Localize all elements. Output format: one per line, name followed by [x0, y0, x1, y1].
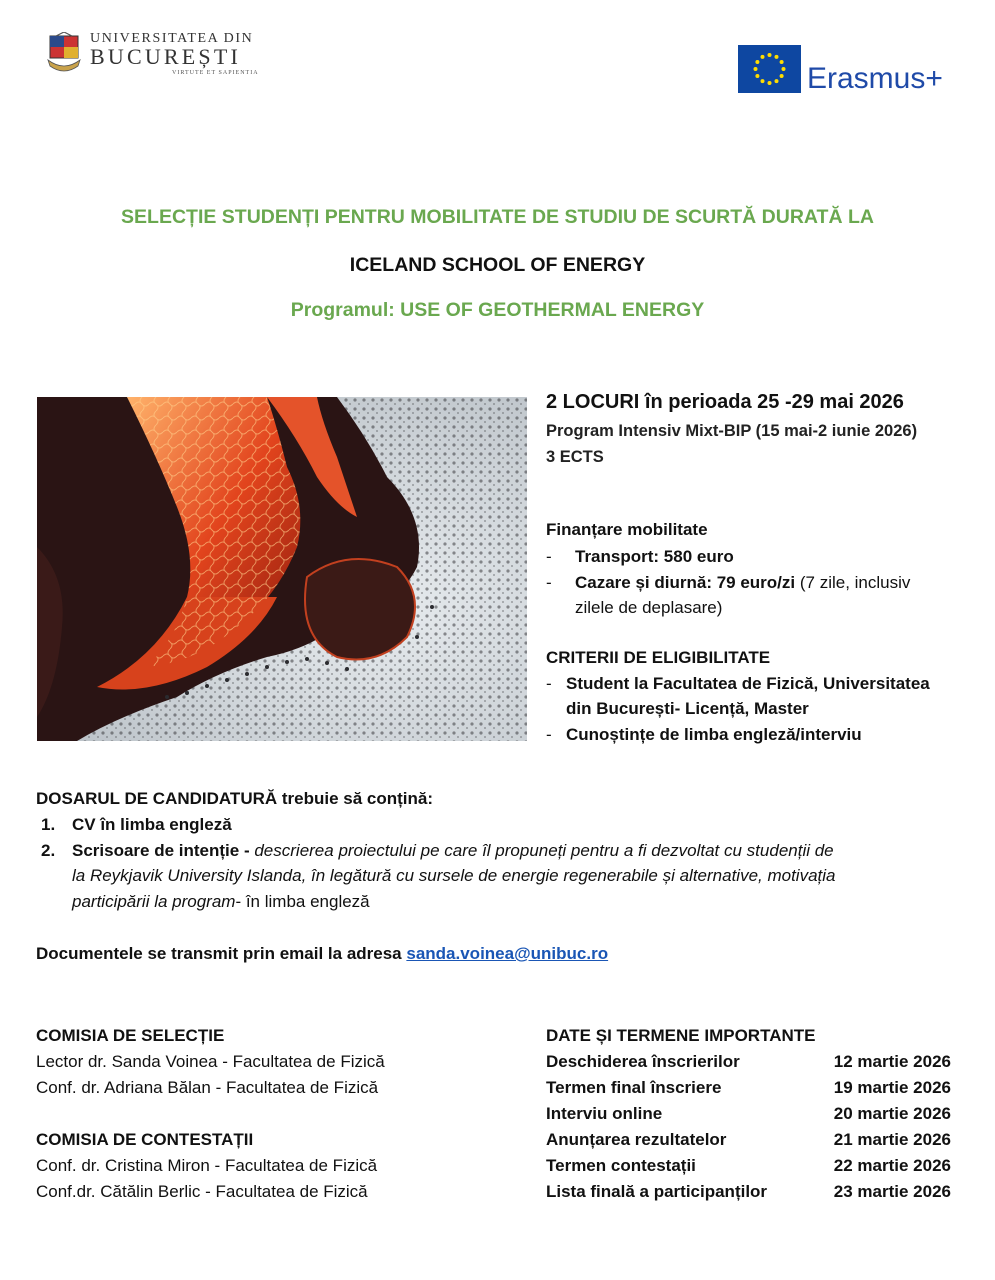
date-value: 12 martie 2026	[833, 1052, 951, 1071]
university-motto: VIRTUTE ET SAPIENTIA	[172, 70, 259, 76]
list-bullet: -	[546, 674, 552, 693]
funding-transport: Transport: 580 euro	[575, 547, 734, 566]
selection-committee-member: Lector dr. Sanda Voinea - Facultatea de Fizică	[36, 1052, 385, 1071]
application-item-cv: CV în limba engleză	[72, 815, 232, 834]
date-label: Lista finală a participanților	[546, 1182, 768, 1201]
funding-accommodation-bold: Cazare și diurnă: 79 euro/zi	[575, 573, 796, 592]
email-instruction-text: Documentele se transmit prin email la adresa	[36, 944, 407, 963]
application-heading-rest: trebuie să conțină:	[277, 789, 434, 808]
places-period: 2 LOCURI în perioada 25 -29 mai 2026	[546, 391, 904, 413]
date-label: Interviu online	[546, 1104, 663, 1123]
appeals-committee-member: Conf.dr. Cătălin Berlic - Facultatea de Fizică	[36, 1182, 368, 1201]
selection-committee-member: Conf. dr. Adriana Bălan - Facultatea de Fizică	[36, 1078, 379, 1097]
eligibility-item-1-cont: din București- Licență, Master	[566, 699, 809, 718]
date-value: 22 martie 2026	[833, 1156, 951, 1175]
date-label: Deschiderea înscrierilor	[546, 1052, 740, 1071]
application-letter-line3	[72, 892, 370, 912]
erasmus-logo-text: Erasmus+	[807, 62, 943, 95]
university-logo	[44, 30, 264, 82]
funding-accommodation	[575, 573, 910, 593]
university-name-line1: UNIVERSITATEA DIN	[90, 31, 254, 46]
date-label: Termen contestații	[546, 1156, 696, 1175]
date-value: 20 martie 2026	[833, 1104, 951, 1123]
email-instruction	[36, 944, 608, 964]
appeals-committee-member: Conf. dr. Cristina Miron - Facultatea de Fizică	[36, 1156, 378, 1175]
list-number: 2.	[41, 841, 56, 860]
application-letter-line3-rest: - în limba engleză	[235, 892, 370, 911]
funding-heading: Finanțare mobilitate	[546, 520, 708, 539]
list-number: 1.	[41, 815, 56, 834]
university-crest-icon	[44, 32, 84, 78]
date-value: 23 martie 2026	[833, 1182, 951, 1201]
funding-accommodation-rest: (7 zile, inclusiv	[795, 573, 911, 592]
list-bullet: -	[546, 547, 552, 566]
program-type: Program Intensiv Mixt-BIP (15 mai-2 iunie 2026)	[546, 422, 918, 440]
date-label: Anunțarea rezultatelor	[546, 1130, 727, 1149]
selection-committee-heading: COMISIA DE SELECȚIE	[36, 1026, 225, 1045]
title-program: Programul: USE OF GEOTHERMAL ENERGY	[290, 299, 705, 321]
eu-flag-icon	[738, 45, 801, 93]
ects-credits: 3 ECTS	[546, 448, 604, 466]
title-school: ICELAND SCHOOL OF ENERGY	[349, 254, 646, 276]
application-heading-bold: DOSARUL DE CANDIDATURĂ	[36, 789, 278, 808]
email-link[interactable]: sanda.voinea@unibuc.ro	[406, 944, 609, 963]
eligibility-item-2: Cunoștințe de limba engleză/interviu	[566, 725, 862, 744]
application-item-letter	[72, 841, 834, 861]
title-selection: SELECȚIE STUDENȚI PENTRU MOBILITATE DE STUDIU DE SCURTĂ DURATĂ LA	[121, 206, 874, 228]
dates-heading: DATE ȘI TERMENE IMPORTANTE	[546, 1026, 816, 1045]
application-letter-line2: la Reykjavik University Islanda, în legătură cu sursele de energie regenerabile și alternative, motivația	[72, 866, 836, 885]
list-bullet: -	[546, 725, 552, 744]
university-name-line2: BUCUREȘTI	[90, 44, 242, 69]
date-label: Termen final înscriere	[546, 1078, 722, 1097]
eligibility-heading: CRITERII DE ELIGIBILITATE	[546, 648, 771, 667]
application-letter-line1: descrierea proiectului pe care îl propuneți pentru a fi dezvoltat cu studenții de	[249, 841, 834, 860]
application-letter-bold: Scrisoare de intenție -	[72, 841, 250, 860]
list-bullet: -	[546, 573, 552, 592]
funding-accommodation-line2: zilele de deplasare)	[575, 598, 723, 617]
application-heading	[36, 789, 433, 809]
date-value: 19 martie 2026	[833, 1078, 951, 1097]
appeals-committee-heading: COMISIA DE CONTESTAȚII	[36, 1130, 254, 1149]
lava-field-photo	[37, 397, 527, 741]
eligibility-item-1: Student la Facultatea de Fizică, Universitatea	[566, 674, 930, 693]
date-value: 21 martie 2026	[833, 1130, 951, 1149]
application-letter-line3-italic: participării la program	[72, 892, 236, 911]
